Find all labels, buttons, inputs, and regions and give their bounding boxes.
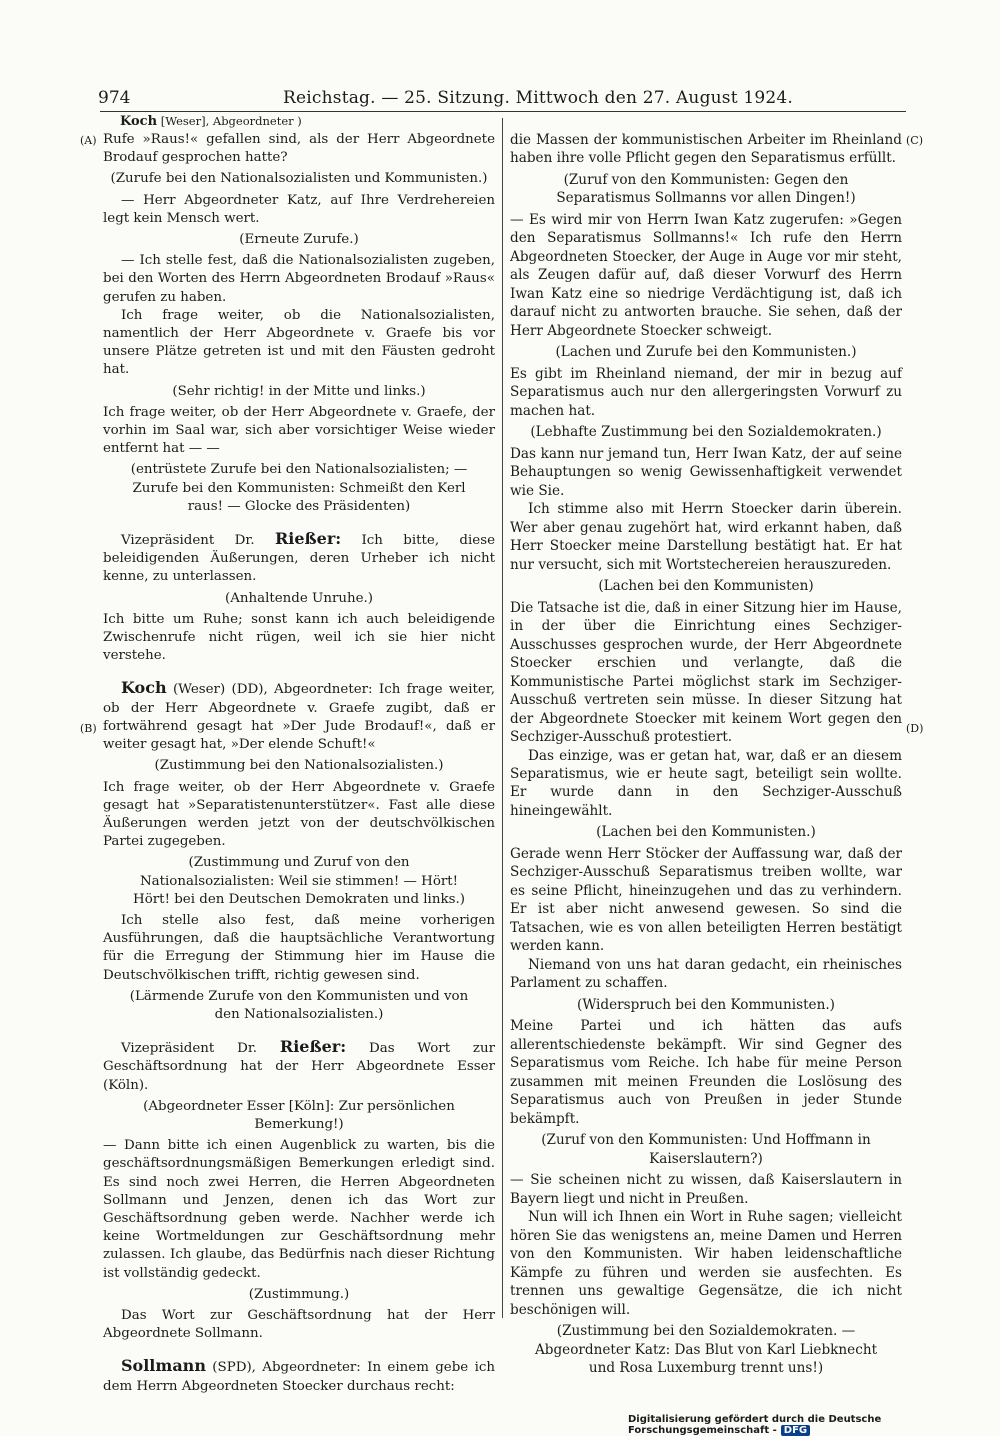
margin-mark-c: (C)	[906, 134, 923, 147]
paragraph: Rufe »Raus!« gefallen sind, als der Herr Abgeordnete Brodauf gesprochen hatte?	[103, 132, 495, 166]
paragraph: Meine Partei und ich hätten das aufs allerentschiedenste bekämpft. Wir sind Gegner des Separatismus vom Reiche. Ich habe für meine Person zusammen mit meinen Freunden die Loslösung des Separatismus auch von Preußen in jeder Stunde bekämpft.	[510, 1018, 902, 1127]
speaker-title: Vizepräsident Dr.	[121, 1041, 280, 1057]
interjection: (Erneute Zurufe.)	[239, 232, 359, 248]
interjection: (Widerspruch bei den Kommunisten.)	[577, 996, 835, 1013]
interjection: (Zurufe bei den Nationalsozialisten und Kommunisten.)	[110, 171, 488, 187]
left-column	[103, 131, 495, 1396]
interjection: (Lachen bei den Kommunisten.)	[596, 824, 816, 841]
paragraph: Gerade wenn Herr Stöcker der Auffassung war, daß der Sechziger-Ausschuß Separatismus treiben wollte, war es seine Pflicht, hineinzugehen und das zu verhindern. Er ist aber nicht anwesend gewesen. So sind die Tatsachen, wie es von allen beteiligten Herren bestätigt werden kann.	[510, 845, 902, 955]
page-header	[98, 88, 908, 110]
interjection: (Lachen und Zurufe bei den Kommunisten.)	[555, 344, 857, 361]
speech-koch	[103, 679, 495, 754]
paragraph: Ich frage weiter, ob die Nationalsozialisten, namentlich der Herr Abgeordnete v. Graefe bis vor unsere Plätze getreten ist und mit den Fäusten gedroht hat.	[103, 307, 495, 378]
footer-text: Digitalisierung gefördert durch die Deutsche Forschungsgemeinschaft -	[628, 1414, 882, 1436]
interjection: (entrüstete Zurufe bei den Nationalsozialisten; — Zurufe bei den Kommunisten: Schmeißt den Kerl raus! — Glocke des Präsidenten)	[130, 462, 468, 514]
margin-mark-b: (B)	[80, 722, 97, 735]
interjection: (Lachen bei den Kommunisten)	[598, 578, 814, 595]
speaker-name: Rießer:	[274, 529, 342, 549]
running-head	[120, 114, 302, 129]
interjection: (Zuruf von den Kommunisten: Gegen den Separatismus Sollmanns vor allen Dingen!)	[556, 171, 856, 207]
interjection: (Zustimmung.)	[248, 1286, 350, 1302]
speech-vicepresident	[103, 530, 495, 587]
paragraph: Ich bitte um Ruhe; sonst kann ich auch beleidigende Zwischenrufe nicht rügen, weil ich sie hier nicht verstehe.	[103, 611, 495, 664]
page-title: Reichstag. — 25. Sitzung. Mittwoch den 27. August 1924.	[283, 88, 794, 108]
paragraph: Ich frage weiter, ob der Herr Abgeordnete v. Graefe gesagt hat »Separatistenunterstützer«. Fast alle diese Äußerungen werden jetzt von der deutschvölkischen Partei zugegeben.	[103, 779, 495, 850]
paragraph: Es gibt im Rheinland niemand, der mir in bezug auf Separatismus auch nur den allergeringsten Vorwurf zu machen hat.	[510, 365, 902, 419]
paragraph: Das kann nur jemand tun, Herr Iwan Katz, der auf seine Behauptungen so wenig Gewissenhaftigkeit verwendet wie Sie.	[510, 445, 902, 499]
interjection: (Zustimmung bei den Nationalsozialisten.)	[154, 758, 444, 774]
speech-text: Ich bitte, diese beleidigenden Äußerungen, deren Urheber ich nicht kenne, zu unterlassen.	[103, 533, 495, 585]
speech-sollmann	[103, 1357, 495, 1395]
interjection: (Zustimmung und Zuruf von den Nationalsozialisten: Weil sie stimmen! — Hört! Hört! bei den Deutschen Demokraten und links.)	[133, 855, 465, 907]
speaker-name: Koch	[121, 678, 167, 698]
margin-mark-a: (A)	[80, 134, 97, 147]
page-number: 974	[98, 88, 131, 108]
interjection: (Lärmende Zurufe von den Kommunisten und von den Nationalsozialisten.)	[129, 988, 469, 1022]
footer-credit	[628, 1414, 1000, 1436]
paragraph: Ich stelle also fest, daß meine vorherigen Ausführungen, daß die hauptsächliche Verantwortung für die Erregung der Stimmung hier im Hause die Deutschvölkischen trifft, richtig gewesen sind.	[103, 912, 495, 983]
running-head-rest: [Weser], Abgeordneter )	[160, 114, 302, 128]
paragraph: — Dann bitte ich einen Augenblick zu warten, bis die geschäftsordnungsmäßigen Bemerkungen erledigt sind. Es sind noch zwei Herren, die Herren Abgeordneten Sollmann und Jenzen, denen ich das Wort zur Geschäftsordnung geben werde. Nachher werde ich keine Wortmeldungen zur Geschäftsordnung mehr zulassen. Ich glaube, das Bedürfnis nach dieser Richtung ist vollständig gedeckt.	[103, 1138, 495, 1281]
right-column	[510, 131, 902, 1380]
speaker-name: Sollmann	[121, 1356, 206, 1376]
interjection: (Lebhafte Zustimmung bei den Sozialdemokraten.)	[530, 424, 882, 441]
interjection: (Anhaltende Unruhe.)	[224, 590, 374, 606]
running-head-speaker: Koch	[120, 114, 158, 129]
paragraph: Ich frage weiter, ob der Herr Abgeordnete v. Graefe, der vorhin im Saal war, sich aber vorsichtiger Weise wieder entfernt hat — —	[103, 404, 495, 457]
paragraph: Nun will ich Ihnen ein Wort in Ruhe sagen; vielleicht hören Sie das wenigstens an, meine Damen und Herren von den Kommunisten. Wir haben leidenschaftliche Kämpfe zu führen und werden sie ausfechten. Es trennen uns gewaltige Gegensätze, die ich nicht beschönigen will.	[510, 1209, 902, 1318]
header-rule	[100, 111, 906, 112]
speech-text: (SPD), Abgeordneter: In einem gebe ich dem Herrn Abgeordneten Stoecker durchaus recht:	[103, 1360, 495, 1394]
interjection: (Zuruf von den Kommunisten: Und Hoffmann in Kaiserslautern?)	[541, 1132, 871, 1167]
paragraph: Die Tatsache ist die, daß in einer Sitzung hier im Hause, in der über die Einrichtung eines Sechziger-Ausschusses gesprochen wurde, der Herr Abgeordnete Stoecker erschien und verlangte, daß die Kommunistische Partei möglichst stark im Sechziger-Ausschuß vertreten sein müsse. In dieser Sitzung hat der Abgeordnete Stoecker mit keinem Wort gegen den Sechziger-Ausschuß protestiert.	[510, 599, 902, 746]
paragraph: Ich stimme also mit Herrn Stoecker darin überein. Wer aber genau zugehört hat, wird erkannt haben, daß Herr Stoecker meine Darstellung bestätigt hat. Er hat nur versucht, sich mit Wortstechereien herauszureden.	[510, 501, 902, 573]
margin-mark-d: (D)	[906, 722, 924, 735]
paragraph: — Es wird mir von Herrn Iwan Katz zugerufen: »Gegen den Separatismus Sollmanns!« Ich rufe den Herrn Abgeordneten Stoecker, der Auge in Auge vor mir steht, als Zeugen dafür auf, daß dieser Vorwurf des Herrn Iwan Katz eine so niedrige Verdächtigung ist, daß ich darauf nicht zu antworten brauche. Sie sehen, daß der Herr Abgeordnete Stoecker schweigt.	[510, 211, 902, 339]
speech-text: (Weser) (DD), Abgeordneter: Ich frage weiter, ob der Herr Abgeordnete v. Graefe zugibt, daß er fortwährend gesagt hat »Der Jude Brodauf!«, daß er weiter gesagt hat, »Der elende Schuft!«	[103, 682, 495, 753]
column-divider	[502, 118, 503, 1318]
speaker-name: Rießer:	[279, 1037, 347, 1057]
paragraph: — Herr Abgeordneter Katz, auf Ihre Verdrehereien legt kein Mensch wert.	[103, 192, 495, 226]
speech-vicepresident	[103, 1038, 495, 1095]
interjection: (Zustimmung bei den Sozialdemokraten. — Abgeordneter Katz: Das Blut von Karl Liebknecht und Rosa Luxemburg trennt uns!)	[534, 1323, 878, 1376]
paragraph: — Sie scheinen nicht zu wissen, daß Kaiserslautern in Bayern liegt und nicht in Preußen.	[510, 1172, 902, 1207]
paragraph: — Ich stelle fest, daß die Nationalsozialisten zugeben, bei den Worten des Herrn Abgeordneten Brodauf »Raus« gerufen zu haben.	[103, 253, 495, 305]
speaker-title: Vizepräsident Dr.	[121, 533, 275, 549]
speech-text: Das Wort zur Geschäftsordnung hat der Herr Abgeordnete Esser (Köln).	[103, 1041, 496, 1093]
paragraph: die Massen der kommunistischen Arbeiter im Rheinland haben ihre volle Pflicht gegen den Separatismus erfüllt.	[510, 132, 902, 167]
paragraph: Niemand von uns hat daran gedacht, ein rheinisches Parlament zu schaffen.	[510, 956, 902, 992]
interjection: (Abgeordneter Esser [Köln]: Zur persönlichen Bemerkung!)	[143, 1098, 455, 1132]
paragraph: Das Wort zur Geschäftsordnung hat der Herr Abgeordnete Sollmann.	[103, 1307, 495, 1342]
paragraph: Das einzige, was er getan hat, war, daß er an diesem Separatismus, wie er heute sagt, beteiligt sein wollte. Er wurde dann in den Sechziger-Ausschuß hineingewählt.	[510, 747, 902, 819]
interjection: (Sehr richtig! in der Mitte und links.)	[172, 383, 426, 399]
dfg-logo: DFG	[781, 1425, 810, 1436]
